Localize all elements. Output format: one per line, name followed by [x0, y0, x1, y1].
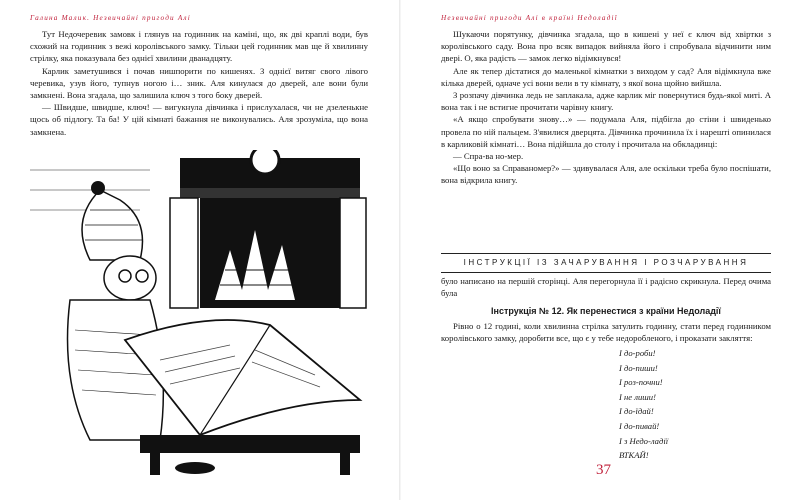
paragraph: Але як тепер дістатися до маленької кімнатки з виходом у сад? Аля відімкнула вже кілька дверей, одначе усі вони вели в ту кімнату, з якої вона щойно вийшла. [441, 65, 771, 88]
paragraph: — Швидше, швидше, ключ! — вигукнула дівчинка і прислухалася, чи не дзеленькне щось об підлогу. Та ба! У цій кімнаті бажання не виконувались. Аля зрозуміла, що вона замкнена. [30, 102, 368, 137]
spell-line: ВТКАЙ! [619, 450, 649, 461]
spell-line: І до-роби! [619, 348, 656, 358]
spell-verse [619, 346, 668, 463]
paragraph: Тут Недочеревик замовк і глянув на годинник на каміні, що, як дві краплі води, був схожий на годинник з вежі королівського замку. Тільки цей годинник мав ще й хвилинну стрілку, яка показувала без однієї хвилини дванадцяту. [30, 29, 368, 64]
paragraph: «Що воно за Справаномер?» — здивувалася Аля, але оскільки треба було поспішати, вона відкрила книгу. [441, 163, 771, 186]
paragraph: було написано на першій сторінці. Аля перегорнула її і радісно скрикнула. Перед очима була [441, 276, 771, 299]
right-mid-text [441, 275, 771, 299]
spell-line: І роз-почни! [619, 377, 663, 388]
paragraph: «А якщо спробувати знову…» — подумала Аля, підбігла до стіни і швиденько провела по ній пальцем. З'явилися дверцята. Дівчинка прочинила їх і нарешті опинилася в карликовій кімнаті… Вона підійшла до столу і прочитала на обкладинці: [441, 114, 771, 149]
spell-line: І з Недо-ладії [619, 435, 669, 446]
paragraph: З розпачу дівчинка ледь не заплакала, адже карлик міг повернутися будь-якої миті. А вона так і не встигне прочитати чарівну книгу. [441, 90, 771, 113]
spell-line: І не лиши! [619, 391, 656, 402]
section-banner: ІНСТРУКЦІЇ ІЗ ЗАЧАРУВАННЯ І РОЗЧАРУВАННЯ [441, 253, 771, 273]
left-body-text [30, 28, 368, 138]
right-page [401, 0, 800, 500]
illustration-dwarf-reading [30, 150, 368, 475]
left-running-head: Галина Малик. Незвичайні пригоди Алі [30, 14, 191, 22]
instruction-text [441, 320, 771, 344]
paragraph: Шукаючи порятунку, дівчинка згадала, що в кишені у неї є ключ від хвіртки з королівського саду. Вона про всяк випадок вийняла його і спробувала відчинити ним двері. О, яка радість — замок легко відімкнувся! [441, 29, 771, 64]
paragraph: — Спра-ва но-мер. [453, 151, 524, 162]
spell-line: І до-пиши! [619, 362, 658, 373]
left-page [0, 0, 399, 500]
paragraph: Рівно о 12 годині, коли хвилинна стрілка затулить годинну, стати перед годинником королівського замку, доробити все, що є у тебе недоробленого, і проказати закляття: [441, 321, 771, 344]
spell-line: І до-пивай! [619, 420, 660, 431]
right-running-head: Незвичайні пригоди Алі в країні Недоладії [441, 14, 618, 22]
right-body-text [441, 28, 771, 187]
instruction-title: Інструкція № 12. Як перенестися з країни Недоладії [491, 306, 721, 316]
page-number: 37 [596, 462, 611, 478]
paragraph: Карлик заметушився і почав нишпорити по кишенях. З однієї витяг свого лівого черевика, узув його, тупнув ногою і… зник. Аля кинулася до дверей, але вони були замкнені. Вона згадала, що залишила ключ з того боку дверей. [30, 65, 368, 101]
spell-line: І до-їдай! [619, 406, 654, 417]
